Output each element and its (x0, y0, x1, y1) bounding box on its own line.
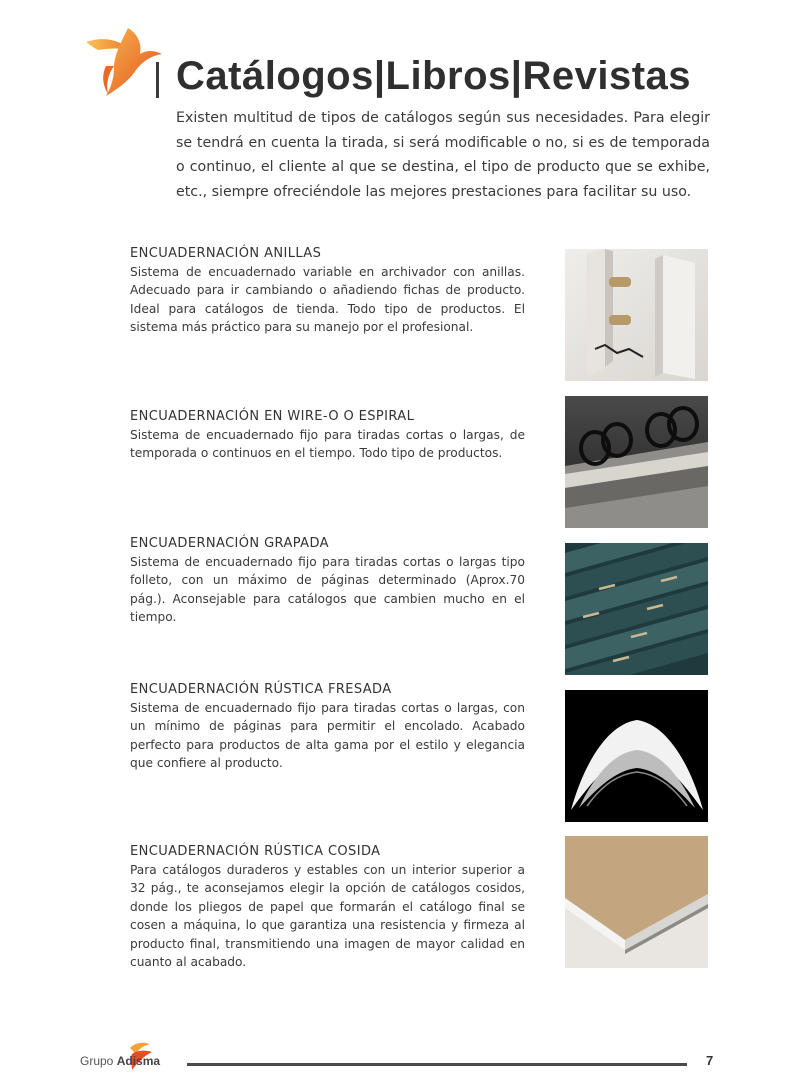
footer-brand (80, 1054, 160, 1068)
stapled-booklets-photo (565, 543, 708, 675)
spiral-binding-photo (565, 396, 708, 528)
section-anillas (130, 245, 525, 337)
section-body: Para catálogos duraderos y estables con un interior superior a 32 pág., te aconsejamos elegir la opción de catálogos cosidos, donde los pliegos de papel que formarán el catálogo final se cosen a máquina, lo que garantiza una resistencia y firmeza al producto final, transmitiendo una imagen de mayor calidad en cuanto al acabado. (130, 863, 525, 970)
ring-binder-photo (565, 249, 708, 381)
section-heading: ENCUADERNACIÓN GRAPADA (130, 536, 329, 551)
section-heading: ENCUADERNACIÓN RÚSTICA FRESADA (130, 682, 392, 697)
section-wire-o (130, 408, 525, 463)
sewn-book-photo (565, 836, 708, 968)
section-rustica-fresada (130, 681, 525, 773)
section-body: Sistema de encuadernado fijo para tiradas cortas o largas, con un mínimo de páginas para permitir el encolado. Acabado perfecto para productos de alta gama por el estilo y elegancia que confiere al producto. (130, 701, 525, 771)
intro-paragraph: Existen multitud de tipos de catálogos según sus necesidades. Para elegir se tendrá en cuenta la tirada, si será modificable o no, si es de temporada o continuo, el cliente al que se destina, el tipo de producto que se exhibe, etc., siempre ofreciéndole las mejores prestaciones para facilitar su uso. (176, 110, 710, 200)
title-divider (156, 62, 159, 98)
section-grapada (130, 535, 525, 627)
section-rustica-cosida (130, 843, 525, 971)
section-heading: ENCUADERNACIÓN ANILLAS (130, 246, 322, 261)
footer-brand-prefix: Grupo (80, 1054, 114, 1068)
page-title: Catálogos|Libros|Revistas (176, 54, 692, 98)
section-heading: ENCUADERNACIÓN RÚSTICA COSIDA (130, 844, 381, 859)
footer-brand-name: Adisma (116, 1054, 161, 1068)
section-body: Sistema de encuadernado variable en archivador con anillas. Adecuado para ir cambiando o añadiendo fichas de producto. Ideal para catálogos de tienda. Todo tipo de productos. El sistema más práctico para su manejo por el profesional. (130, 265, 525, 335)
footer-rule (187, 1063, 687, 1066)
perfect-bound-book-photo (565, 690, 708, 822)
page-number: 7 (706, 1053, 714, 1068)
section-body: Sistema de encuadernado fijo para tiradas cortas o largas, de temporada o continuos en el tiempo. Todo tipo de productos. (130, 428, 525, 461)
bird-logo-icon (84, 26, 164, 98)
section-body: Sistema de encuadernado fijo para tiradas cortas o largas tipo folleto, con un máximo de páginas determinado (Aprox.70 pág.). Aconsejable para catálogos que cambien mucho en el tiempo. (130, 555, 525, 625)
section-heading: ENCUADERNACIÓN EN WIRE-O O ESPIRAL (130, 409, 415, 424)
